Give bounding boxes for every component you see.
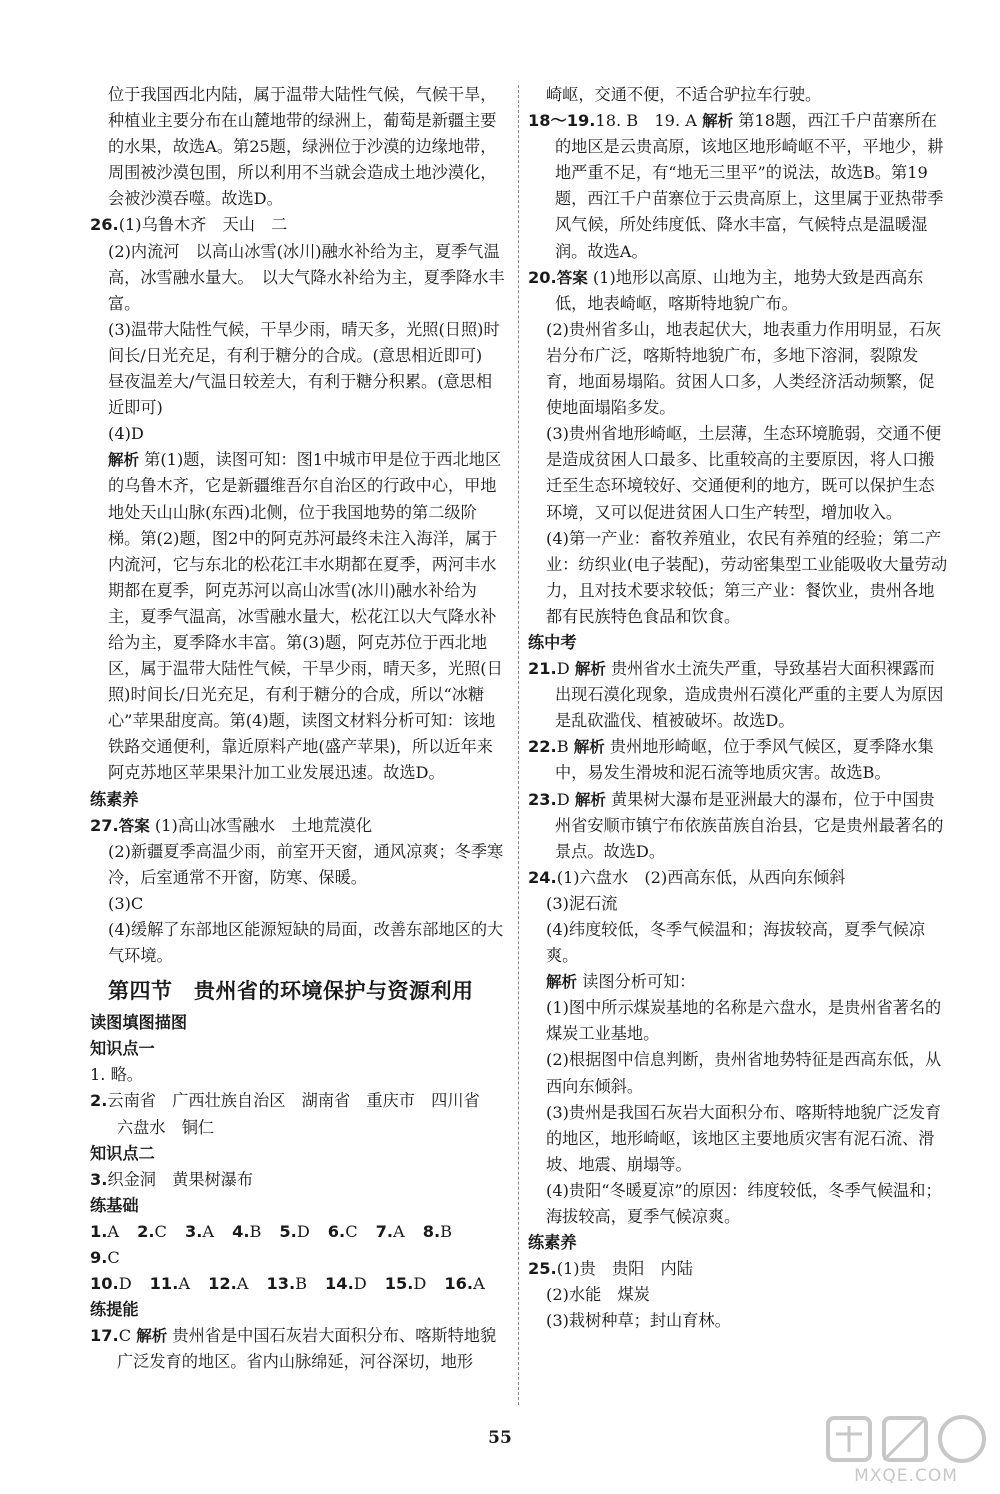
q24-analysis-intro-text: 读图分析可知： (582, 972, 696, 992)
basic-answer-number: 4. (232, 1221, 250, 1241)
q25-number: 25. (528, 1259, 557, 1279)
q24-part1-2: (1)六盘水 (2)西高东低，从西向东倾斜 (556, 867, 846, 887)
q26-part1: (1)乌鲁木齐 天山 二 (118, 215, 288, 235)
basic-answer-choice: D (353, 1274, 367, 1294)
basic-answer-choice: A (107, 1221, 120, 1241)
q26-answer (90, 212, 508, 238)
basic-answer-number: 13. (266, 1274, 296, 1294)
q25-explanation-continued: 位于我国西北内陆，属于温带大陆性气候，气候干旱，种植业主要分布在山麓地带的绿洲上，葡萄是新疆主要的水果，故选A。第25题，绿洲位于沙漠的边缘地带，周围被沙漠包围，所以利用不当就会造成土地沙漠化，会被沙漠吞噬。故选D。 (108, 85, 497, 209)
basic-answer-number: 9. (90, 1248, 108, 1268)
basic-answer-item (325, 1271, 367, 1297)
q22-choice: B (556, 737, 569, 757)
answer-3-number: 3. (90, 1169, 108, 1189)
basic-answer-item (150, 1271, 190, 1297)
basic-answer-item (185, 1219, 214, 1245)
q20-number: 20. (528, 267, 557, 287)
basic-answer-choice: A (178, 1274, 191, 1294)
basic-answer-item (137, 1219, 167, 1245)
basic-answer-choice: D (296, 1221, 310, 1241)
heading-lian-suyang: 练素养 (90, 789, 139, 809)
answer-label: 答案 (118, 816, 150, 835)
q20-part2: (2)贵州省多山，地表起伏大，地表重力作用明显，石灰岩分布广泛，喀斯特地貌广布，多地下溶洞，裂隙发育，地面易塌陷。贫困人口多，人类经济活动频繁，促使地面塌陷多发。 (546, 319, 942, 418)
q17-answer (90, 1323, 508, 1375)
basic-answer-number: 2. (137, 1221, 155, 1241)
watermark-text: MXQE.COM (854, 1466, 958, 1486)
analysis-label: 解析 (573, 738, 605, 757)
q17-choice: C (118, 1326, 132, 1346)
q27-part4: (4)缓解了东部地区能源短缺的局面，改善东部地区的大气环境。 (108, 920, 504, 966)
q21-text: 贵州省水土流失严重，导致基岩大面积裸露而出现石漠化现象，造成贵州石漠化严重的主要人为原因是乱砍滥伐、植被破坏。故选D。 (555, 659, 944, 731)
basic-answer-choice: C (345, 1221, 358, 1241)
basics-answers-row-1 (90, 1219, 508, 1271)
q23-text: 黄果树大瀑布是亚洲最大的瀑布，位于中国贵州省安顺市镇宁布依族苗族自治县，它是贵州最著名的景点。故选D。 (555, 789, 944, 861)
q17-text: 贵州省是中国石灰岩大面积分布、喀斯特地貌广泛发育的地区。省内山脉绵延，河谷深切，地形 (117, 1326, 497, 1372)
q17-continued: 崎岖，交通不便，不适合驴拉车行驶。 (546, 85, 822, 104)
basic-answer-item (90, 1245, 120, 1271)
watermark (822, 1412, 990, 1488)
analysis-label: 解析 (546, 973, 578, 992)
q18-19-text: 第18题，西江千户苗寨所在的地区是云贵高原，该地区地形崎岖不平，平地少，耕地严重不足，有“地无三里平”的说法，故选B。第19题，西江千户苗寨位于云贵高原上，这里属于亚热带季风气候，所处纬度低、降水丰富，气候特点是温暖湿润。故选A。 (555, 111, 944, 261)
section-title: 第四节 贵州省的环境保护与资源利用 (108, 979, 474, 1004)
basic-answer-number: 12. (208, 1274, 237, 1294)
basic-answer-number: 7. (375, 1221, 394, 1241)
basic-answer-choice: A (393, 1221, 405, 1241)
q24-part3: (3)泥石流 (546, 893, 618, 913)
q21-choice: D (556, 659, 570, 679)
answer-2-text: 云南省 广西壮族自治区 湖南省 重庆市 四川省 六盘水 铜仁 (107, 1091, 496, 1137)
basic-answer-item (208, 1271, 248, 1297)
basic-answer-number: 5. (279, 1221, 297, 1241)
q25-part2: (2)水能 煤炭 (546, 1285, 650, 1305)
basic-answer-number: 8. (422, 1221, 441, 1241)
basic-answer-item (90, 1271, 132, 1297)
heading-lian-tineng: 练提能 (90, 1300, 139, 1320)
q25-answer (528, 1256, 948, 1282)
q23-number: 23. (528, 789, 557, 809)
page-number: 55 (488, 1428, 512, 1448)
q24-analysis-2: (2)根据图中信息判断，贵州省地势特征是西高东低，从西向东倾斜。 (546, 1050, 942, 1096)
basic-answer-choice: C (107, 1248, 120, 1268)
basic-answer-item (90, 1219, 119, 1245)
basic-answer-number: 1. (90, 1221, 108, 1241)
heading-lian-jichu: 练基础 (90, 1195, 139, 1215)
q27-part3: (3)C (108, 893, 144, 913)
q24-analysis-3: (3)贵州是我国石灰岩大面积分布、喀斯特地貌广泛发育的地区，地形崎岖，该地区主要地质灾害有泥石流、滑坡、地震、崩塌等。 (546, 1102, 942, 1174)
basic-answer-number: 14. (325, 1274, 354, 1294)
q20-part4: (4)第一产业：畜牧养殖业，农民有养殖的经验；第二产业：纺织业(电子装配)，劳动密集型工业能吸收大量劳动力，且对技术要求较低；第三产业：餐饮业，贵州各地都有民族特色食品和饮食。 (546, 528, 948, 626)
q26-part4: (4)D (108, 424, 144, 444)
heading-knowledge-2: 知识点二 (90, 1143, 155, 1163)
q21-number: 21. (528, 659, 557, 679)
basic-answer-item (444, 1271, 484, 1297)
q20-part1: (1)地形以高原、山地为主，地势大致是西高东低，地表崎岖，喀斯特地貌广布。 (555, 267, 924, 313)
q26-analysis (90, 447, 508, 786)
q20-part3: (3)贵州省地形崎岖，土层薄，生态环境脆弱，交通不便是造成贫困人口最多、比重较高的主要原因，将人口搬迁至生态环境较好、交通便利的地方，既可以保护生态环境，又可以促进贫困人口生产转型，增加收入。 (546, 424, 942, 522)
analysis-label: 解析 (136, 1327, 168, 1346)
basic-answer-number: 10. (90, 1274, 119, 1294)
heading-knowledge-1: 知识点一 (90, 1039, 155, 1059)
q24-part4: (4)纬度较低，冬季气候温和；海拔较高，夏季气候凉爽。 (546, 920, 926, 966)
answer-3 (90, 1167, 508, 1193)
q23-choice: D (556, 789, 570, 809)
right-column (528, 82, 948, 1335)
q26-part2: (2)内流河 以高山冰雪(冰川)融水补给为主，夏季气温高，冰雪融水量大。 以大气降水补给为主，夏季降水丰富。 (108, 241, 505, 313)
basic-answer-item (266, 1271, 307, 1297)
heading-lian-zhongkao: 练中考 (528, 632, 577, 652)
q25-part3: (3)栽树种草；封山育林。 (546, 1311, 731, 1331)
basic-answer-choice: A (473, 1274, 485, 1294)
analysis-label: 解析 (108, 451, 140, 470)
q18-19-answer (528, 108, 948, 265)
answer-stamp-logo-icon (822, 1412, 990, 1468)
basic-answer-item (423, 1219, 452, 1245)
answer-2 (90, 1088, 508, 1140)
q26-part3: (3)温带大陆性气候，干旱少雨，晴天多，光照(日照)时间长/日光充足，有利于糖分的合成。(意思相近即可) 昼夜温差大/气温日较差大，有利于糖分积累。(意思相近即可) (108, 319, 500, 418)
q26-analysis-text: 第(1)题，读图可知：图1中城市甲是位于西北地区的乌鲁木齐，它是新疆维吾尔自治区的行政中心，甲地地处天山山脉(东西)北侧，位于我国地势的第二级阶梯。第(2)题，图2中的阿克苏河最终未注入海洋，属于内流河，它与东北的松花江丰水期都在夏季，两河丰水期都在夏季，阿克苏河以高山冰雪(冰川)融水补给为主，夏季气温高，冰雪融水量大，松花江以大气降水补给为主，夏季降水丰富。第(3)题，阿克苏位于西北地区，属于温带大陆性气候，干旱少雨，晴天多，光照(日照)时间长/日光充足，有利于糖分的合成，所以“冰糖心”苹果甜度高。第(4)题，读图文材料分析可知：该地铁路交通便利，靠近原料产地(盛产苹果)，所以近年来阿克苏地区苹果果汁加工业发展迅速。故选D。 (108, 450, 503, 783)
q24-analysis-4: (4)贵阳“冬暖夏凉”的原因：纬度较低，冬季气候温和；海拔较高，夏季气候凉爽。 (546, 1180, 942, 1227)
basic-answer-number: 3. (184, 1221, 203, 1241)
basic-answer-choice: B (249, 1221, 262, 1241)
heading-lian-suyang-2: 练素养 (528, 1233, 577, 1253)
q18-19-choices: 18. B 19. A (595, 111, 697, 131)
q24-analysis-1: (1)图中所示煤炭基地的名称是六盘水，是贵州省著名的煤炭工业基地。 (546, 998, 942, 1044)
answer-3-text: 织金洞 黄果树瀑布 (107, 1169, 254, 1189)
analysis-label: 解析 (574, 660, 606, 679)
q26-number: 26. (90, 215, 119, 235)
q24-answer (528, 865, 948, 891)
basic-answer-choice: D (413, 1274, 427, 1294)
q24-number: 24. (528, 867, 557, 887)
basic-answer-choice: C (154, 1221, 167, 1241)
basic-answer-number: 16. (444, 1274, 474, 1294)
q18-19-number: 18～19. (528, 111, 596, 131)
basic-answer-item (279, 1219, 309, 1245)
left-column (90, 82, 508, 1376)
q27-answer (90, 813, 508, 839)
analysis-label: 解析 (574, 790, 606, 809)
q17-number: 17. (90, 1326, 119, 1346)
q22-answer (528, 734, 948, 786)
basics-answers-row-2 (90, 1271, 508, 1297)
basic-answer-choice: A (236, 1274, 249, 1294)
basic-answer-choice: B (440, 1221, 453, 1241)
column-divider (518, 85, 519, 1405)
basic-answer-number: 6. (327, 1221, 346, 1241)
answer-label: 答案 (556, 268, 588, 287)
q20-answer (528, 265, 948, 317)
q22-text: 贵州地形崎岖，位于季风气候区，夏季降水集中，易发生滑坡和泥石流等地质灾害。故选B。 (555, 737, 934, 783)
basic-answer-item (376, 1219, 405, 1245)
basic-answer-number: 11. (149, 1274, 179, 1294)
q27-number: 27. (90, 815, 119, 835)
basic-answer-item (328, 1219, 358, 1245)
q22-number: 22. (528, 737, 557, 757)
basic-answer-choice: A (202, 1221, 215, 1241)
basic-answer-choice: D (118, 1274, 132, 1294)
basic-answer-choice: B (295, 1274, 308, 1294)
q27-part1: (1)高山冰雪融水 土地荒漠化 (154, 815, 373, 835)
basic-answer-item (385, 1271, 427, 1297)
answer-1: 1. 略。 (90, 1065, 143, 1085)
q21-answer (528, 656, 948, 734)
basic-answer-number: 15. (384, 1274, 414, 1294)
q23-answer (528, 787, 948, 865)
basic-answer-item (232, 1219, 261, 1245)
q25-part1: (1)贵 贵阳 内陆 (556, 1259, 693, 1279)
q24-analysis-intro (528, 969, 948, 995)
q27-part2: (2)新疆夏季高温少雨，前室开天窗，通风凉爽；冬季寒冷，后室通常不开窗，防寒、保暖。 (108, 841, 504, 887)
analysis-label: 解析 (702, 112, 734, 131)
answer-2-number: 2. (90, 1091, 108, 1111)
heading-dutu: 读图填图描图 (90, 1013, 188, 1033)
